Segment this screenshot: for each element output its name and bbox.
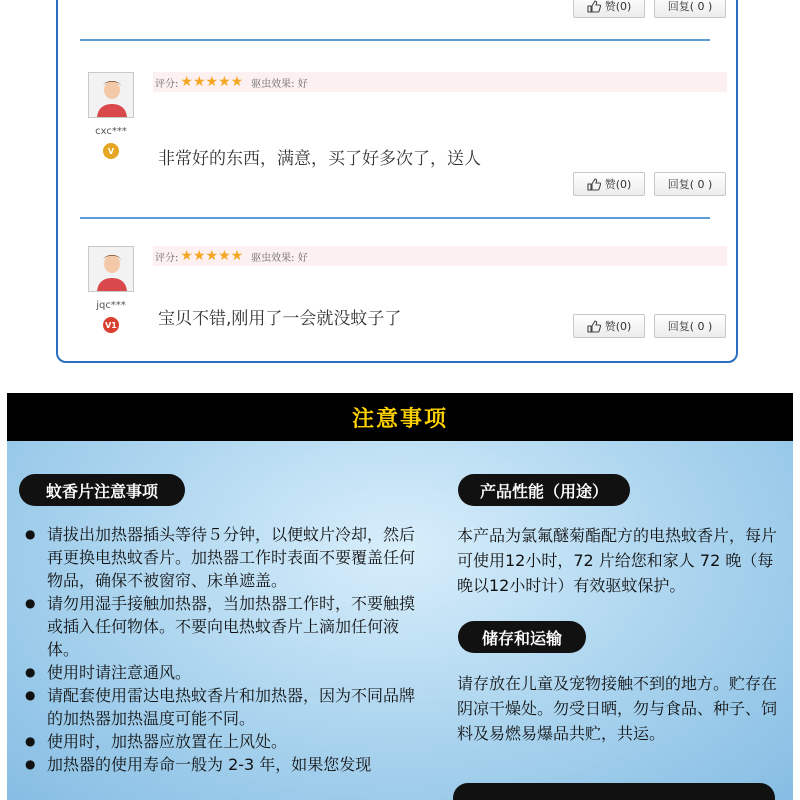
list-item: ● 使用时，加热器应放置在上风处。 — [25, 730, 415, 753]
notice-title: 注意事项 — [351, 406, 448, 432]
reply-button[interactable] — [654, 314, 726, 338]
rating-bar — [153, 72, 727, 92]
rating-stars — [180, 249, 243, 263]
notice-content — [7, 441, 793, 800]
reply-button[interactable] — [654, 172, 726, 196]
star-icon: ★ — [192, 74, 206, 90]
thumbs-up-icon — [587, 320, 601, 333]
effect-label: 驱虫效果: 好 — [251, 78, 308, 90]
username: cxc*** — [95, 126, 127, 137]
like-button[interactable] — [573, 172, 645, 196]
section-pill — [453, 783, 775, 800]
star-icon: ★ — [230, 248, 244, 264]
star-icon: ★ — [180, 74, 193, 90]
reply-button[interactable] — [654, 0, 726, 18]
star-icon: ★ — [230, 74, 244, 90]
like-button[interactable] — [573, 314, 645, 338]
user-avatar-icon — [89, 73, 134, 118]
review-panel — [56, 0, 738, 363]
list-item: ● 请配套使用雷达电热蚊香片和加热器，因为不同品牌的加热器加热温度可能不同。 — [25, 684, 415, 730]
rating-label: 评分: — [155, 78, 179, 90]
notice-header — [7, 393, 793, 441]
list-item: ● 使用时请注意通风。 — [25, 661, 415, 684]
review-text: 宝贝不错,刚用了一会就没蚊子了 — [158, 309, 402, 329]
notes-list — [25, 523, 415, 776]
star-icon: ★ — [218, 74, 231, 90]
like-label: 赞(0) — [604, 178, 632, 191]
mosquito-mat-notes-pill: 蚊香片注意事项 — [19, 474, 185, 506]
performance-text: 本产品为氯氟醚菊酯配方的电热蚊香片，每片可使用12小时，72 片给您和家人 72 晚（每晚以12小时计）有效驱蚊保护。 — [457, 526, 778, 595]
thumbs-up-icon — [587, 178, 601, 191]
reply-label: 回复( 0 ) — [667, 320, 713, 333]
like-label: 赞(0) — [604, 320, 632, 333]
avatar — [88, 246, 134, 292]
storage-text: 请存放在儿童及宠物接触不到的地方。贮存在阴凉干燥处。勿受日晒，勿与食品、种子、饲料及易燃易爆品共贮，共运。 — [457, 674, 778, 743]
star-icon: ★ — [205, 248, 219, 264]
reply-label: 回复( 0 ) — [667, 0, 713, 13]
review-divider — [80, 39, 710, 41]
star-icon: ★ — [180, 248, 193, 264]
storage-transport-pill: 储存和运输 — [458, 621, 586, 653]
like-button[interactable] — [573, 0, 645, 18]
product-performance-pill: 产品性能（用途） — [458, 474, 630, 506]
review-text: 非常好的东西，满意，买了好多次了，送人 — [158, 149, 481, 169]
vip-badge: V1 — [103, 317, 119, 333]
vip-badge: V — [103, 143, 119, 159]
rating-bar — [153, 246, 727, 266]
star-icon: ★ — [205, 74, 219, 90]
user-avatar-icon — [89, 247, 134, 292]
review-divider — [80, 217, 710, 219]
star-icon: ★ — [218, 248, 231, 264]
list-item: ● 请拔出加热器插头等待５分钟，以便蚊片冷却，然后再更换电热蚊香片。加热器工作时表面不要覆盖任何物品，确保不被窗帘、床单遮盖。 — [25, 523, 415, 592]
rating-stars — [180, 75, 243, 89]
like-label: 赞(0) — [604, 0, 632, 13]
list-item: ● 请勿用湿手接触加热器，当加热器工作时，不要触摸或插入任何物体。不要向电热蚊香片上滴加任何液体。 — [25, 592, 415, 661]
rating-label: 评分: — [155, 252, 179, 264]
thumbs-up-icon — [587, 0, 601, 13]
list-item: ● 加热器的使用寿命一般为 2-3 年，如果您发现 — [25, 753, 415, 776]
username: jqc*** — [96, 300, 126, 311]
star-icon: ★ — [192, 248, 206, 264]
avatar — [88, 72, 134, 118]
reply-label: 回复( 0 ) — [667, 178, 713, 191]
effect-label: 驱虫效果: 好 — [251, 252, 308, 264]
